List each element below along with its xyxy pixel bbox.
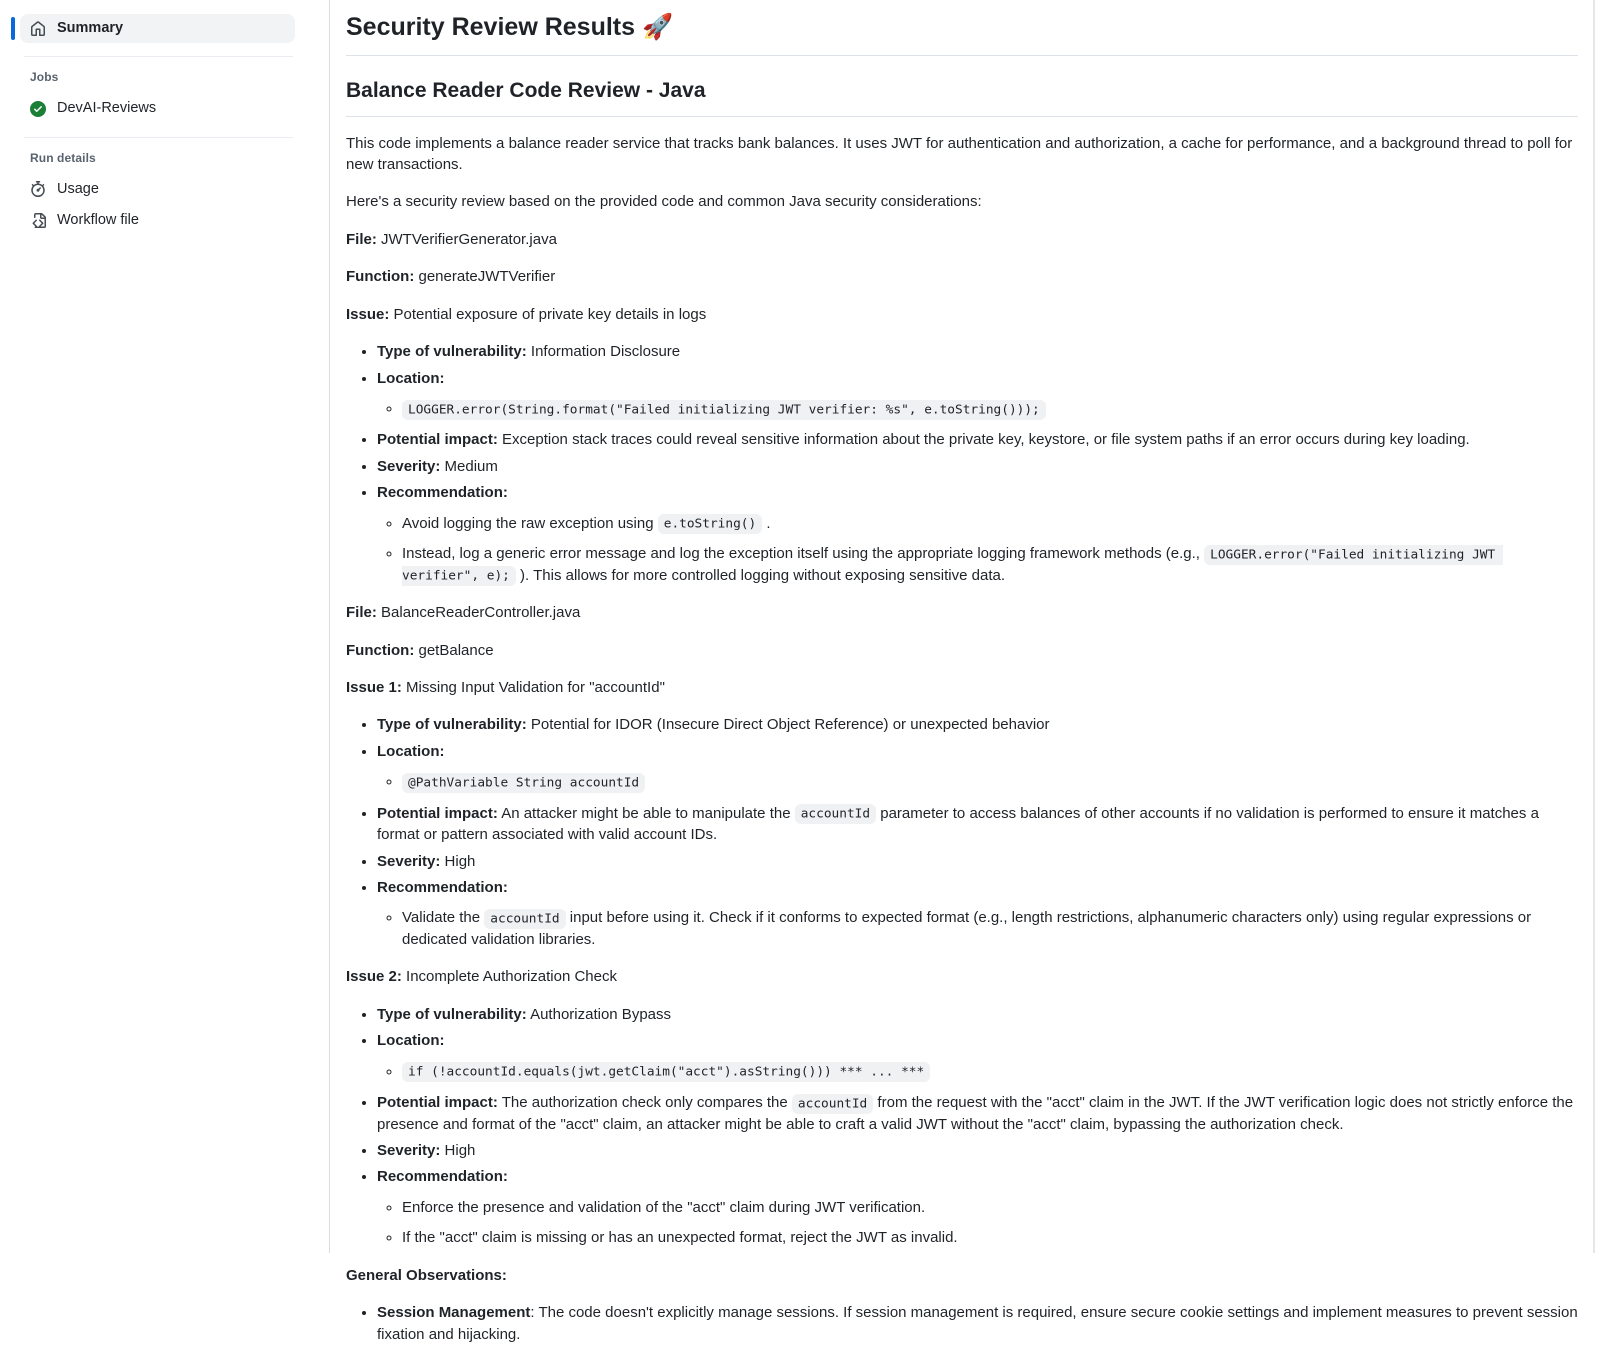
text: Potential exposure of private key details in logs — [389, 306, 706, 323]
sub-list-item — [402, 513, 1578, 534]
list-item — [377, 456, 1578, 477]
paragraph — [346, 229, 1578, 250]
text: Instead, log a generic error message and log the exception itself using the appropriate logging framework methods (e.g., — [402, 545, 1204, 562]
paragraph — [346, 677, 1578, 698]
bold-text: Recommendation: — [377, 1168, 508, 1185]
bold-text: Function: — [346, 268, 414, 285]
text: Authorization Bypass — [527, 1006, 671, 1023]
text: ). This allows for more controlled logging without exposing sensitive data. — [516, 567, 1005, 584]
text: Incomplete Authorization Check — [402, 968, 617, 985]
text: Avoid logging the raw exception using — [402, 515, 658, 532]
text: generateJWTVerifier — [414, 268, 555, 285]
list-item — [377, 482, 1578, 586]
text: getBalance — [414, 642, 493, 659]
job-name: DevAI-Reviews — [57, 100, 156, 117]
bold-text: File: — [346, 231, 377, 248]
sidebar-item-label: Usage — [57, 181, 99, 198]
inline-code: e.toString() — [658, 514, 762, 534]
text: Missing Input Validation for "accountId" — [402, 679, 665, 696]
sub-list-item — [402, 543, 1578, 586]
sidebar-item-job-devai-reviews[interactable] — [20, 94, 295, 123]
text: High — [440, 853, 475, 870]
bold-text: Issue 2: — [346, 968, 402, 985]
bold-text: Function: — [346, 642, 414, 659]
text: Enforce the presence and validation of the "acct" claim during JWT verification. — [402, 1199, 925, 1216]
text: An attacker might be able to manipulate the — [498, 805, 795, 822]
sub-list-item — [402, 398, 1578, 419]
bold-text: Type of vulnerability: — [377, 716, 527, 733]
sidebar — [0, 0, 330, 1253]
bold-text: Potential impact: — [377, 431, 498, 448]
bold-text: Type of vulnerability: — [377, 1006, 527, 1023]
bullet-list — [346, 714, 1578, 950]
list-item — [377, 741, 1578, 793]
inline-code: if (!accountId.equals(jwt.getClaim("acct").asString())) *** ... *** — [402, 1062, 930, 1082]
sub-list-item — [402, 1227, 1578, 1248]
home-icon — [30, 21, 46, 37]
text: Information Disclosure — [527, 343, 680, 360]
bold-text: Potential impact: — [377, 1094, 498, 1111]
list-item — [377, 1092, 1578, 1135]
inline-code: @PathVariable String accountId — [402, 773, 645, 793]
sub-list — [377, 1061, 1578, 1082]
file-code-icon — [30, 213, 46, 229]
bold-text: Location: — [377, 743, 445, 760]
paragraph — [346, 966, 1578, 987]
bold-text: Severity: — [377, 458, 440, 475]
sidebar-divider — [24, 137, 293, 138]
bullet-list — [346, 1004, 1578, 1249]
list-item — [377, 368, 1578, 420]
inline-code: accountId — [484, 909, 565, 929]
bold-text: Recommendation: — [377, 484, 508, 501]
text: input before using it. Check if it conforms to expected format (e.g., length restrictions, alphanumeric characters only) using regular expressions or dedicated validation libraries. — [402, 909, 1531, 947]
sub-list-item — [402, 1061, 1578, 1082]
paragraph — [346, 266, 1578, 287]
review-heading: Balance Reader Code Review - Java — [346, 78, 1578, 116]
text: Potential for IDOR (Insecure Direct Object Reference) or unexpected behavior — [527, 716, 1050, 733]
sub-list-item — [402, 1197, 1578, 1218]
bullet-list — [346, 341, 1578, 586]
bold-text: Location: — [377, 370, 445, 387]
list-item — [377, 877, 1578, 950]
sub-list — [377, 513, 1578, 586]
paragraph — [346, 133, 1578, 176]
bold-text: Issue 1: — [346, 679, 402, 696]
paragraph — [346, 304, 1578, 325]
bold-text: File: — [346, 604, 377, 621]
list-item — [377, 1140, 1578, 1161]
sidebar-item-workflow-file[interactable] — [20, 206, 295, 235]
text: from the request with the "acct" claim in the JWT. If the JWT verification logic does not strictly enforce the presence and format of the "acct" claim, an attacker might be able to craft a valid JWT without the "acct" claim, bypassing the authorization check. — [377, 1094, 1573, 1132]
check-circle-icon — [30, 101, 46, 117]
sub-list — [377, 1197, 1578, 1249]
jobs-section-header: Jobs — [30, 70, 299, 84]
sub-list-item — [402, 771, 1578, 792]
page-title: Security Review Results 🚀 — [346, 12, 1578, 56]
text: . — [762, 515, 770, 532]
text: JWTVerifierGenerator.java — [377, 231, 557, 248]
run-details-section-header: Run details — [30, 151, 299, 165]
bold-text: Recommendation: — [377, 879, 508, 896]
list-item — [377, 1166, 1578, 1248]
list-item — [377, 803, 1578, 846]
paragraph — [346, 191, 1578, 212]
paragraph — [346, 602, 1578, 623]
paragraph — [346, 1265, 1578, 1286]
text: BalanceReaderController.java — [377, 604, 580, 621]
sidebar-item-summary[interactable] — [20, 14, 295, 43]
stopwatch-icon — [30, 181, 46, 197]
sidebar-item-label: Workflow file — [57, 212, 139, 229]
paragraph — [346, 640, 1578, 661]
bold-text: Severity: — [377, 1142, 440, 1159]
main-content — [330, 0, 1600, 1253]
sidebar-divider — [24, 56, 293, 57]
text: parameter to access balances of other accounts if no validation is performed to ensure it matches a format or pattern associated with valid account IDs. — [377, 805, 1539, 843]
sidebar-item-usage[interactable] — [20, 175, 295, 204]
sub-list — [377, 398, 1578, 419]
sub-list — [377, 907, 1578, 950]
text: Here's a security review based on the provided code and common Java security considerations: — [346, 193, 982, 210]
text: High — [440, 1142, 475, 1159]
inline-code: LOGGER.error("Failed initializing JWT verifier", e); — [402, 545, 1503, 586]
list-item — [377, 1004, 1578, 1025]
inline-code: LOGGER.error(String.format("Failed initializing JWT verifier: %s", e.toString())); — [402, 400, 1046, 420]
bold-text: Severity: — [377, 853, 440, 870]
bold-text: Type of vulnerability: — [377, 343, 527, 360]
bold-text: General Observations: — [346, 1267, 507, 1284]
bold-text: Potential impact: — [377, 805, 498, 822]
list-item — [377, 714, 1578, 735]
sidebar-item-label: Summary — [57, 20, 123, 37]
scrollbar[interactable] — [1593, 0, 1595, 1253]
inline-code: accountId — [795, 804, 876, 824]
bold-text: Issue: — [346, 306, 389, 323]
sub-list — [377, 771, 1578, 792]
text: Exception stack traces could reveal sensitive information about the private key, keystore, or file system paths if an error occurs during key loading. — [498, 431, 1470, 448]
sub-list-item — [402, 907, 1578, 950]
list-item — [377, 851, 1578, 872]
list-item — [377, 1302, 1578, 1345]
list-item — [377, 1030, 1578, 1082]
list-item — [377, 341, 1578, 362]
bold-text: Location: — [377, 1032, 445, 1049]
text: Medium — [440, 458, 498, 475]
text: : The code doesn't explicitly manage sessions. If session management is required, ensure secure cookie settings and implement measures to prevent session fixation and hijacking. — [377, 1304, 1578, 1342]
text: This code implements a balance reader service that tracks bank balances. It uses JWT for authentication and authorization, a cache for performance, and a background thread to poll for new transactions. — [346, 135, 1572, 173]
text: Validate the — [402, 909, 484, 926]
inline-code: accountId — [792, 1094, 873, 1114]
text: If the "acct" claim is missing or has an unexpected format, reject the JWT as invalid. — [402, 1229, 958, 1246]
bold-text: Session Management — [377, 1304, 530, 1321]
bullet-list — [346, 1302, 1578, 1345]
text: The authorization check only compares the — [498, 1094, 792, 1111]
markdown-body — [346, 133, 1578, 1345]
list-item — [377, 429, 1578, 450]
